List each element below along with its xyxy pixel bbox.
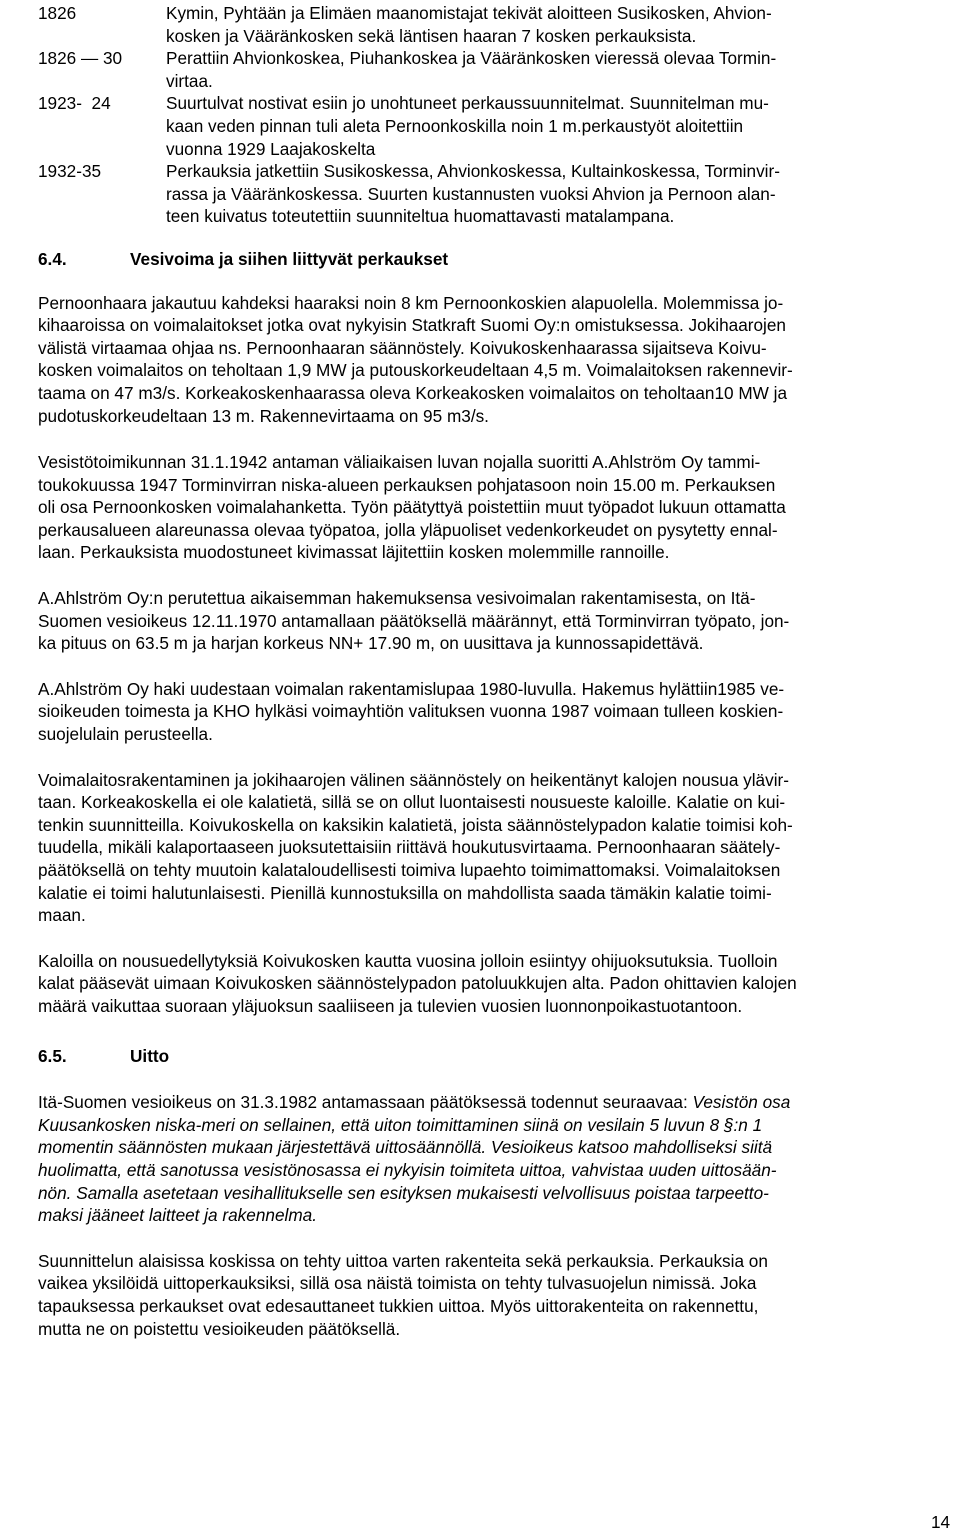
timeline-entry [38,92,938,160]
text-line: kihaaroissa on voimalaitokset jotka ovat nykyisin Statkraft Suomi Oy:n omistuksessa. Jokihaarojen [38,315,786,336]
text-line [38,1091,938,1114]
text-line: Kaloilla on nousuedellytyksiä Koivukosken kautta vuosina jolloin esiintyy ohijuoksutuksia. Tuolloin [38,950,778,971]
text-line: välistä virtaamaa ohjaa ns. Pernoonhaaran säännöstely. Koivukoskenhaarassa sijaitseva Koivu- [38,337,767,358]
text-line: Vesistötoimikunnan 31.1.1942 antaman väliaikaisen luvan nojalla suoritti A.Ahlström Oy tammi- [38,452,761,473]
timeline-entry [38,160,938,228]
text-line: vuonna 1929 Laajakoskelta [166,138,376,159]
text-line: pudotuskorkeudeltaan 13 m. Rakennevirtaama on 95 m3/s. [38,405,489,426]
text-line: A.Ahlström Oy:n perutettua aikaisemman hakemuksensa vesivoimalan rakentamisesta, on Itä- [38,588,756,609]
section-number: 6.4. [38,248,67,269]
text-line: kosken ja Vääränkosken sekä läntisen haaran 7 kosken perkauksista. [166,25,697,46]
timeline-text [166,92,938,160]
text-line: kaan veden pinnan tuli aleta Pernoonkoskilla noin 1 m.perkaustyöt aloitettiin [166,115,744,136]
history-timeline [38,2,938,228]
timeline-year: 1932-35 [38,161,102,182]
paragraph-quote [38,1091,938,1227]
timeline-text [166,47,938,92]
text-line: vaikea yksilöidä uittoperkauksiksi, sillä osa näistä toimista on tehty tulvasuojelun nimissä. Joka [38,1273,757,1294]
text-line: päätöksellä on tehty muutoin kalataloudellisesti toimiva lupaehto toimimattomaksi. Voimalaitoksen [38,860,781,880]
section-number: 6.5. [38,1045,67,1066]
quote-line: nön. Samalla asetetaan vesihallitukselle sen esityksen mukaisesti velvollisuus poistaa tarpeetto- [38,1182,769,1203]
text-line: Suurtulvat nostivat esiin jo unohtuneet perkaussuunnitelmat. Suunnitelman mu- [166,93,769,114]
text-line: Pernoonhaara jakautuu kahdeksi haaraksi noin 8 km Pernoonkoskien alapuolella. Molemmissa jo- [38,292,784,313]
text-line: mutta ne on poistettu vesioikeuden päätöksellä. [38,1318,401,1339]
paragraph [38,678,938,746]
text-line: suojelulain perusteella. [38,724,213,745]
section-heading-6-5 [38,1045,938,1068]
text-line: maan. [38,905,86,926]
timeline-year: 1923- 24 [38,93,111,114]
timeline-text [166,2,938,47]
text-line: laan. Perkauksista muodostuneet kivimassat läjitettiin kosken molemmille rannoille. [38,542,670,563]
quote-line: momentin säännösten mukaan järjestettävä uittosäännöllä. Vesioikeus katsoo mahdolliseksi siitä [38,1137,773,1158]
section-heading-6-4 [38,248,938,271]
text-line: Kymin, Pyhtään ja Elimäen maanomistajat tekivät aloitteen Susikosken, Ahvion- [166,3,772,23]
text-line: määrä vaikuttaa suoraan yläjuoksun saaliiseen ja tulevien vuosien luonnonpoikastuotantoon. [38,995,743,1016]
quote-line: Kuusankosken niska-meri on sellainen, että uiton toimittaminen siinä on vesilain 5 luvun 8 §:n 1 [38,1114,763,1135]
text-line: kosken voimalaitos on teholtaan 1,9 MW ja putouskorkeudeltaan 4,5 m. Voimalaitoksen rakennevir- [38,360,793,381]
text-line: A.Ahlström Oy haki uudestaan voimalan rakentamislupaa 1980-luvulla. Hakemus hylättiin1985 ve- [38,678,785,699]
paragraph [38,769,938,927]
timeline-entry [38,47,938,92]
text-line: sioikeuden toimesta ja KHO hylkäsi voimayhtiön valituksen vuonna 1987 voimaan tulleen koskien- [38,701,784,722]
text-line: Suunnittelun alaisissa koskissa on tehty uittoa varten rakenteita sekä perkauksia. Perkauksia on [38,1250,768,1271]
text-line: perkausalueen alareunassa olevaa työpatoa, jolla yläpuoliset vedenkorkeudet on pysytetty ennal- [38,519,778,540]
text-line: taama on 47 m3/s. Korkeakoskenhaarassa oleva Korkeakosken voimalaitos on teholtaan10 MW ja [38,382,788,403]
intro-text: Itä-Suomen vesioikeus on 31.3.1982 antamassaan päätöksessä todennut seuraavaa: [38,1092,693,1113]
section-title: Uitto [130,1045,170,1066]
timeline-text [166,160,938,228]
text-line: toukokuussa 1947 Torminvirran niska-alueen perkauksen pohjatasoon noin 15.00 m. Perkauksen [38,474,776,495]
text-line: kalatie ei toimi halutunlaisesti. Pienillä kunnostuksilla on mahdollista saada tämäkin kalatie toimi- [38,882,772,903]
document-page [38,2,938,1340]
text-line: Suomen vesioikeus 12.11.1970 antamallaan päätöksellä määrännyt, että Torminvirran työpato, jon- [38,610,790,631]
text-line: tuudella, mikäli kalaportaaseen juoksutettaisiin riittävä houkutusvirtaama. Pernoonhaaran säätely- [38,837,781,858]
page-number: 14 [931,1512,951,1532]
quote-line: maksi jääneet laitteet ja rakennelma. [38,1205,317,1226]
timeline-year: 1826 [38,3,77,23]
quote-text: Vesistön osa [692,1092,791,1113]
text-line: rassa ja Vääränkoskessa. Suurten kustannusten vuoksi Ahvion ja Pernoon alan- [166,183,776,204]
text-line: Perkauksia jatkettiin Susikoskessa, Ahvionkoskessa, Kultainkoskessa, Torminvir- [166,161,780,182]
section-title: Vesivoima ja siihen liittyvät perkaukset [130,248,449,269]
timeline-entry [38,2,938,47]
text-line: Perattiin Ahvionkoskea, Piuhankoskea ja Vääränkosken vieressä olevaa Tormin- [166,48,777,69]
quote-line: huolimatta, että sanotussa vesistönosassa ei nykyisin toimiteta uittoa, vahvistaa uuden uittosään- [38,1159,777,1180]
text-line: virtaa. [166,70,213,91]
paragraph [38,292,938,428]
text-line: ka pituus on 63.5 m ja harjan korkeus NN+ 17.90 m, on uusittava ja kunnossapidettävä. [38,633,704,654]
text-line: taan. Korkeakoskella ei ole kalatietä, sillä se on ollut luontaisesti nousueste kaloille. Kalatie on kui- [38,792,786,813]
paragraph [38,1250,938,1340]
text-line: tapauksessa perkaukset ovat edesauttaneet tukkien uittoa. Myös uittorakenteita on rakennettu, [38,1295,759,1316]
timeline-year: 1826 — 30 [38,48,123,69]
paragraph [38,451,938,564]
text-line: Voimalaitosrakentaminen ja jokihaarojen välinen säännöstely on heikentänyt kalojen nousua ylävir- [38,769,789,790]
text-line: teen kuivatus toteutettiin suunniteltua huomattavasti matalampana. [166,206,675,227]
paragraph [38,587,938,655]
text-line: kalat pääsevät uimaan Koivukosken säännöstelypadon patoluukkujen alta. Padon ohittavien kalojen [38,973,797,994]
text-line: tenkin suunnitteilla. Koivukoskella on kaksikin kalatietä, joista säännöstelypadon kalatie toimisi koh- [38,814,793,835]
text-line: oli osa Pernoonkosken voimalahanketta. Työn päätyttyä poistettiin muut työpadot lukuun ottamatta [38,497,786,518]
paragraph [38,950,938,1018]
